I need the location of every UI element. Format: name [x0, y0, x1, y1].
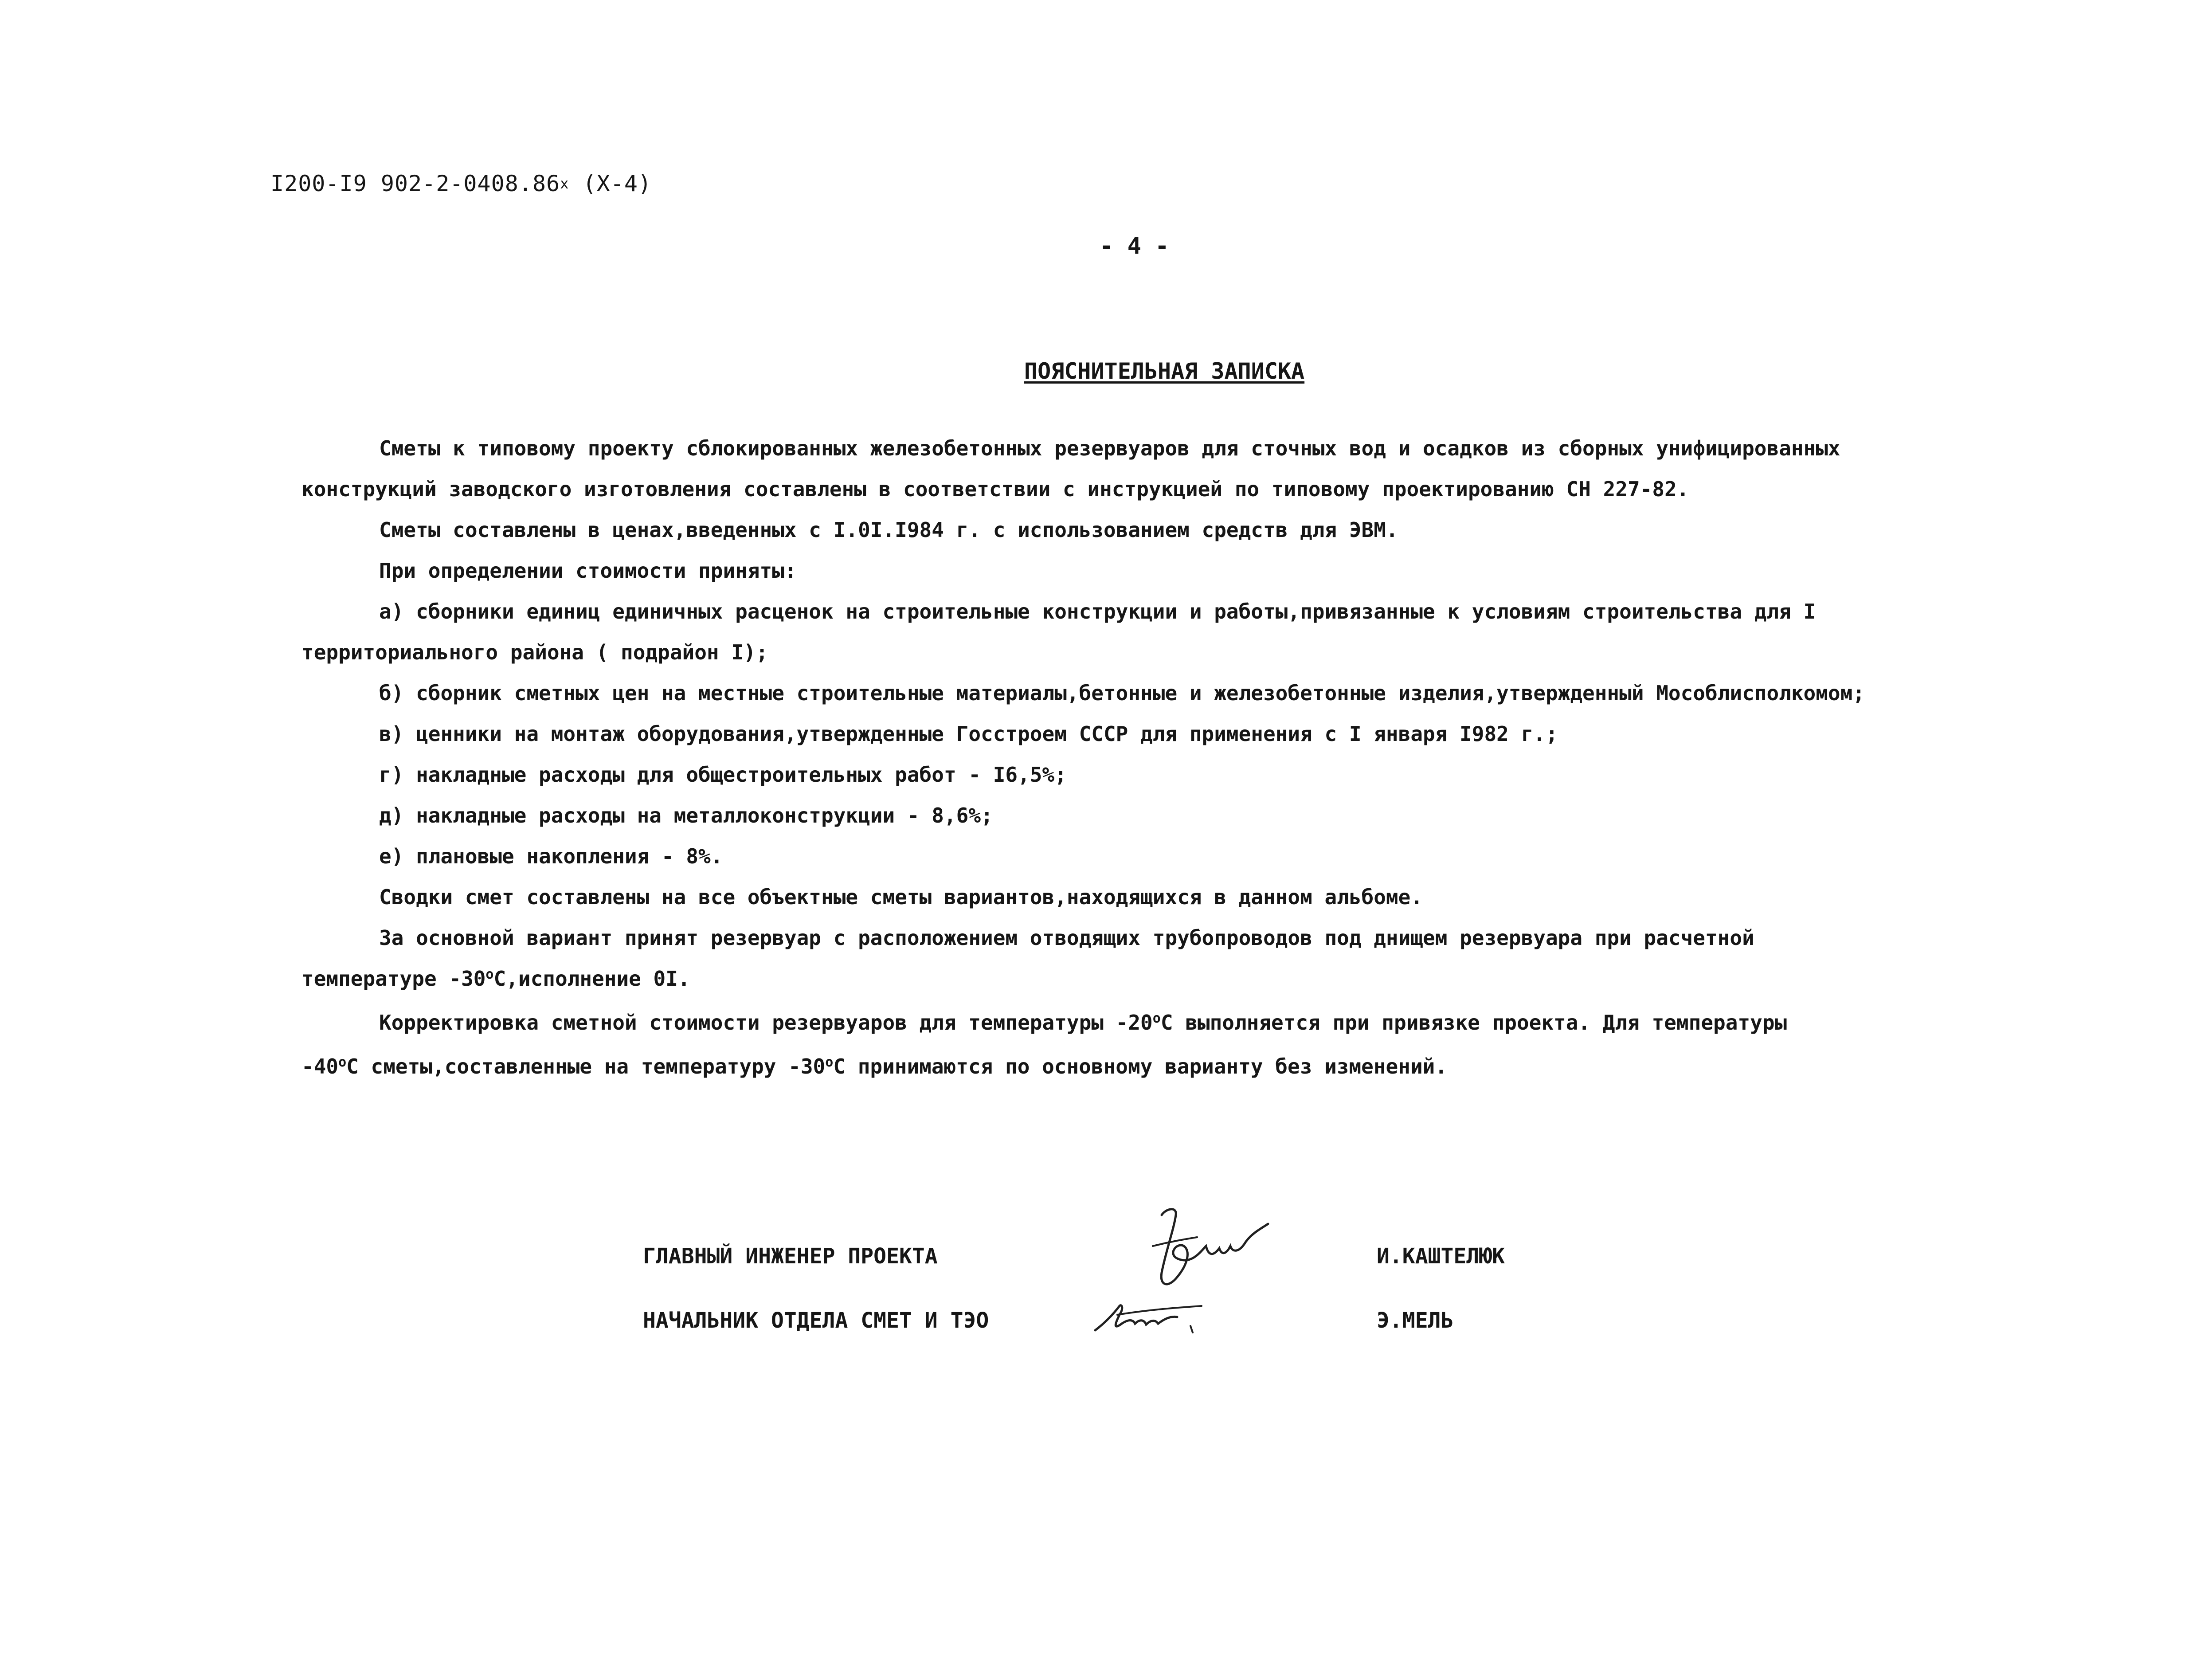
paragraph-line: [301, 958, 2186, 1002]
degree-sign: о: [338, 1054, 347, 1070]
dept-head-title: НАЧАЛЬНИК ОТДЕЛА СМЕТ И ТЭО: [643, 1308, 989, 1333]
list-item: б) сборник сметных цен на местные строительные материалы,бетонные и железобетонные изделия,утвержденный Мособлисполкомом;: [379, 681, 1865, 705]
list-item: д) накладные расходы на металлоконструкции - 8,6%;: [379, 804, 993, 827]
degree-sign: о: [485, 967, 494, 982]
list-item: е) плановые накопления - 8%.: [379, 844, 723, 868]
page-number: - 4 -: [1100, 233, 1169, 259]
chief-engineer-signature: [1135, 1197, 1277, 1304]
text-run: Корректировка сметной стоимости резервуаров для температуры -20: [379, 1011, 1153, 1035]
list-item-continuation: территориального района ( подрайон I);: [301, 640, 768, 664]
text-run: температуре -30: [301, 967, 486, 991]
document-code: [270, 171, 652, 196]
list-item: в) ценники на монтаж оборудования,утвержденные Госстроем СССР для применения с I января I982 г.;: [379, 722, 1558, 746]
text-run: С выполняется при привязке проекта. Для температуры: [1160, 1011, 1787, 1035]
degree-sign: о: [1152, 1011, 1161, 1026]
document-title: ПОЯСНИТЕЛЬНАЯ ЗАПИСКА: [1024, 358, 1305, 384]
paragraph-line: Сметы составлены в ценах,введенных с I.0I.I984 г. с использованием средств для ЭВМ.: [379, 518, 1398, 542]
chief-engineer-name: И.КАШТЕЛЮК: [1377, 1244, 1505, 1269]
degree-sign: о: [825, 1054, 834, 1070]
text-run: С,исполнение 0I.: [493, 967, 690, 991]
paragraph-line: Сводки смет составлены на все объектные сметы вариантов,находящихся в данном альбоме.: [379, 885, 1423, 909]
paragraph-line: За основной вариант принят резервуар с расположением отводящих трубопроводов под днищем резервуара при расчетной: [379, 926, 1754, 950]
list-item: а) сборники единиц единичных расценок на строительные конструкции и работы,привязанные к условиям строительства для I: [379, 600, 1816, 623]
paragraph-line: [301, 1002, 2186, 1046]
code-suffix: (X-4): [569, 171, 652, 196]
code-superscript: x: [560, 175, 569, 192]
paragraph-line: конструкций заводского изготовления составлены в соответствии с инструкцией по типовому проектированию СН 227-82.: [301, 477, 1689, 501]
code-prefix: I200-I9 902-2-0408.86: [270, 171, 560, 196]
text-run: С сметы,составленные на температуру -30: [346, 1054, 826, 1078]
paragraph-line: При определении стоимости приняты:: [379, 559, 797, 583]
dept-head-signature: [1086, 1288, 1219, 1350]
paragraph-line: Сметы к типовому проекту сблокированных железобетонных резервуаров для сточных вод и осадков из сборных унифицированных: [379, 436, 1840, 460]
text-run: -40: [301, 1054, 339, 1078]
text-run: С принимаются по основному варианту без изменений.: [833, 1054, 1448, 1078]
chief-engineer-title: ГЛАВНЫЙ ИНЖЕНЕР ПРОЕКТА: [643, 1244, 938, 1269]
dept-head-name: Э.МЕЛЬ: [1377, 1308, 1454, 1333]
paragraph-line: [301, 1046, 2186, 1090]
list-item: г) накладные расходы для общестроительных работ - I6,5%;: [379, 763, 1067, 787]
document-body: [301, 428, 2186, 1090]
